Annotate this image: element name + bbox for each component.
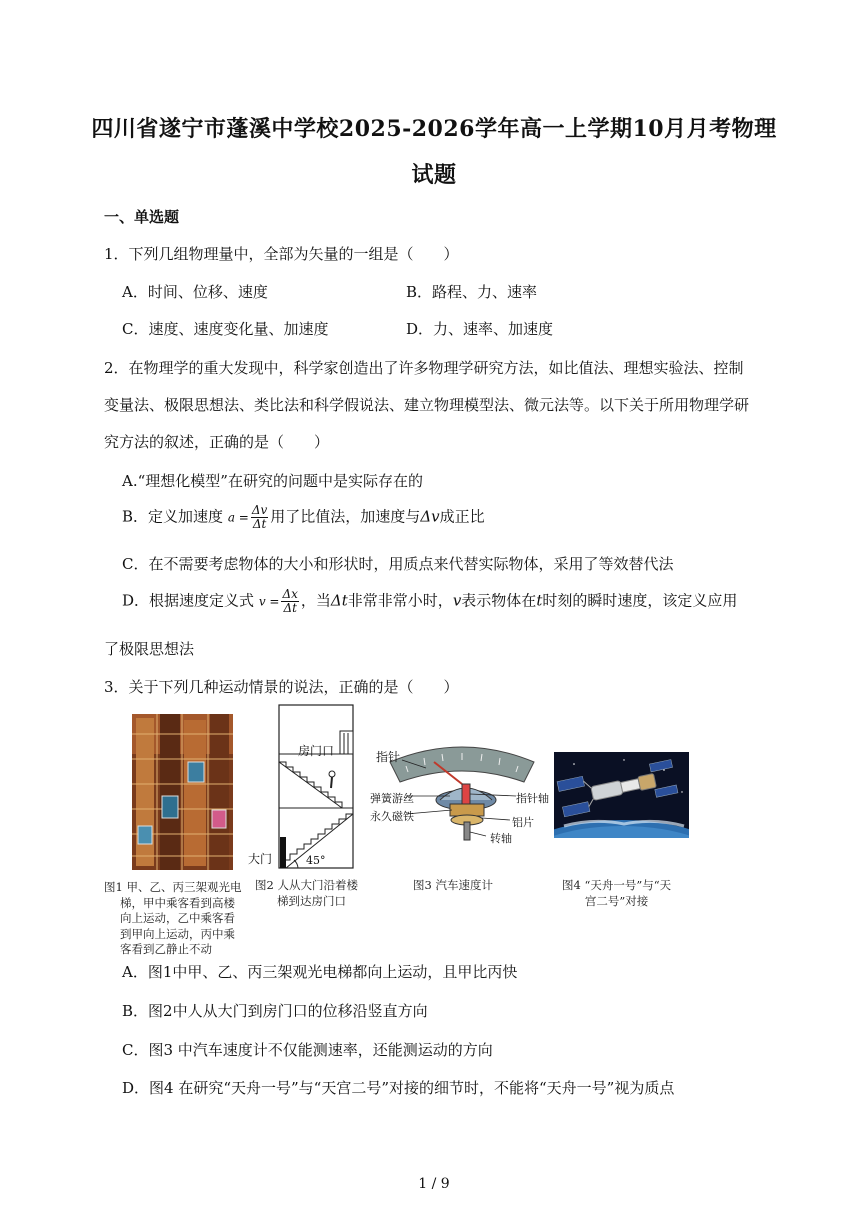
q1-option-c: C．速度、速度变化量、加速度 [122,320,329,338]
aluminum-label: 铝片 [512,816,534,829]
q1-option-a: A．时间、位移、速度 [122,283,268,301]
figure-1-caption [104,880,241,958]
angle-label: 45° [306,854,326,867]
q2-option-c: C．在不需要考虑物体的大小和形状时，用质点来代替实际物体，采用了等效替代法 [122,555,674,573]
caption-line: 图2 人从大门沿着楼 [255,878,358,892]
figure-3-speedometer [366,740,554,846]
formula-denominator: Δt [252,517,267,532]
section-heading: 一、单选题 [104,208,180,226]
q2-option-d-prefix: D．根据速度定义式 [122,591,255,610]
pointer-label: 指针 [376,750,401,764]
figure-3-caption: 图3 汽车速度计 [413,878,493,892]
caption-line: 向上运动，乙中乘客看 [120,911,235,926]
formula-lhs: v = [258,594,280,609]
main-door-label: 大门 [248,852,273,866]
acceleration-formula [251,504,268,531]
q2-option-d-line2: 了极限思想法 [104,640,195,658]
caption-line: 到甲向上运动，丙中乘 [120,926,235,941]
q2-option-b-mid: 用了比值法，加速度与 [270,507,421,526]
formula-lhs: a = [227,510,249,525]
formula-numerator: Δx [282,587,298,601]
q3-option-b: B．图2中人从大门到房门口的位移沿竖直方向 [122,1002,428,1020]
caption-line: 宫二号”对接 [584,893,649,908]
q2-option-d-suffix: 时刻的瞬时速度，该定义应用 [542,591,738,610]
shaft-label: 转轴 [490,832,512,845]
q1-stem: 1．下列几组物理量中，全部为矢量的一组是（ ） [104,245,459,263]
docking-photo [554,752,689,838]
var-t: t [536,591,543,610]
magnet-label: 永久磁铁 [370,810,414,823]
figure-2-staircase [246,704,356,870]
q1-option-d: D．力、速率、加速度 [406,320,554,338]
q3-option-c: C．图3 中汽车速度计不仅能测速率，还能测运动的方向 [122,1041,493,1059]
page-title-line2: 试题 [411,162,457,188]
q2-option-b-suffix: 成正比 [439,507,485,526]
delta-t: Δt [330,591,348,610]
velocity-formula [281,588,298,615]
q1-option-b: B．路程、力、速率 [406,283,538,301]
elevator-photo [132,714,233,870]
room-door-label: 房门口 [298,744,335,758]
page-title: 四川省遂宁市蓬溪中学校2025-2026学年高一上学期10月月考物理 [91,116,777,142]
page-number: 1 / 9 [418,1176,450,1192]
figure-1-elevators [132,714,233,870]
axle-label: 指针轴 [516,792,549,805]
q2-option-d-mid1: ，当 [300,591,331,610]
delta-v: Δv [420,507,440,526]
caption-line: 梯，甲中乘客看到高楼 [120,895,235,910]
caption-line: 客看到乙静止不动 [120,942,212,957]
q3-option-a: A．图1中甲、乙、丙三架观光电梯都向上运动，且甲比丙快 [122,963,518,981]
q2-stem-line3: 究方法的叙述，正确的是（ ） [104,433,330,451]
q2-option-d-mid3: 表示物体在 [461,591,537,610]
q2-option-b [122,504,485,531]
caption-line: 图1 甲、乙、丙三架观光电 [104,880,242,894]
formula-numerator: Δv [251,503,268,517]
q3-option-d: D．图4 在研究“天舟一号”与“天宫二号”对接的细节时，不能将“天舟一号”视为质点 [122,1079,675,1097]
q3-stem: 3．关于下列几种运动情景的说法，正确的是（ ） [104,678,459,696]
q2-stem-line2: 变量法、极限思想法、类比法和科学假说法、建立物理模型法、微元法等。以下关于所用物理学研 [104,396,750,414]
spring-label: 弹簧游丝 [370,792,414,805]
caption-line: 图4 “天舟一号”与“天 [562,878,672,892]
q2-option-d-mid2: 非常非常小时， [347,591,453,610]
formula-denominator: Δt [283,601,297,616]
figure-2-caption [255,878,358,909]
var-v: v [452,591,462,610]
q2-option-b-prefix: B．定义加速度 [122,507,224,526]
q2-option-d [122,588,737,615]
figure-4-caption [562,878,671,909]
q2-option-a: A.“理想化模型”在研究的问题中是实际存在的 [122,472,423,490]
staircase-diagram [246,704,356,870]
figure-4-docking [554,752,689,838]
caption-line: 梯到达房门口 [277,893,346,908]
q2-stem-line1: 2．在物理学的重大发现中，科学家创造出了许多物理学研究方法，如比值法、理想实验法、控制 [104,359,744,377]
